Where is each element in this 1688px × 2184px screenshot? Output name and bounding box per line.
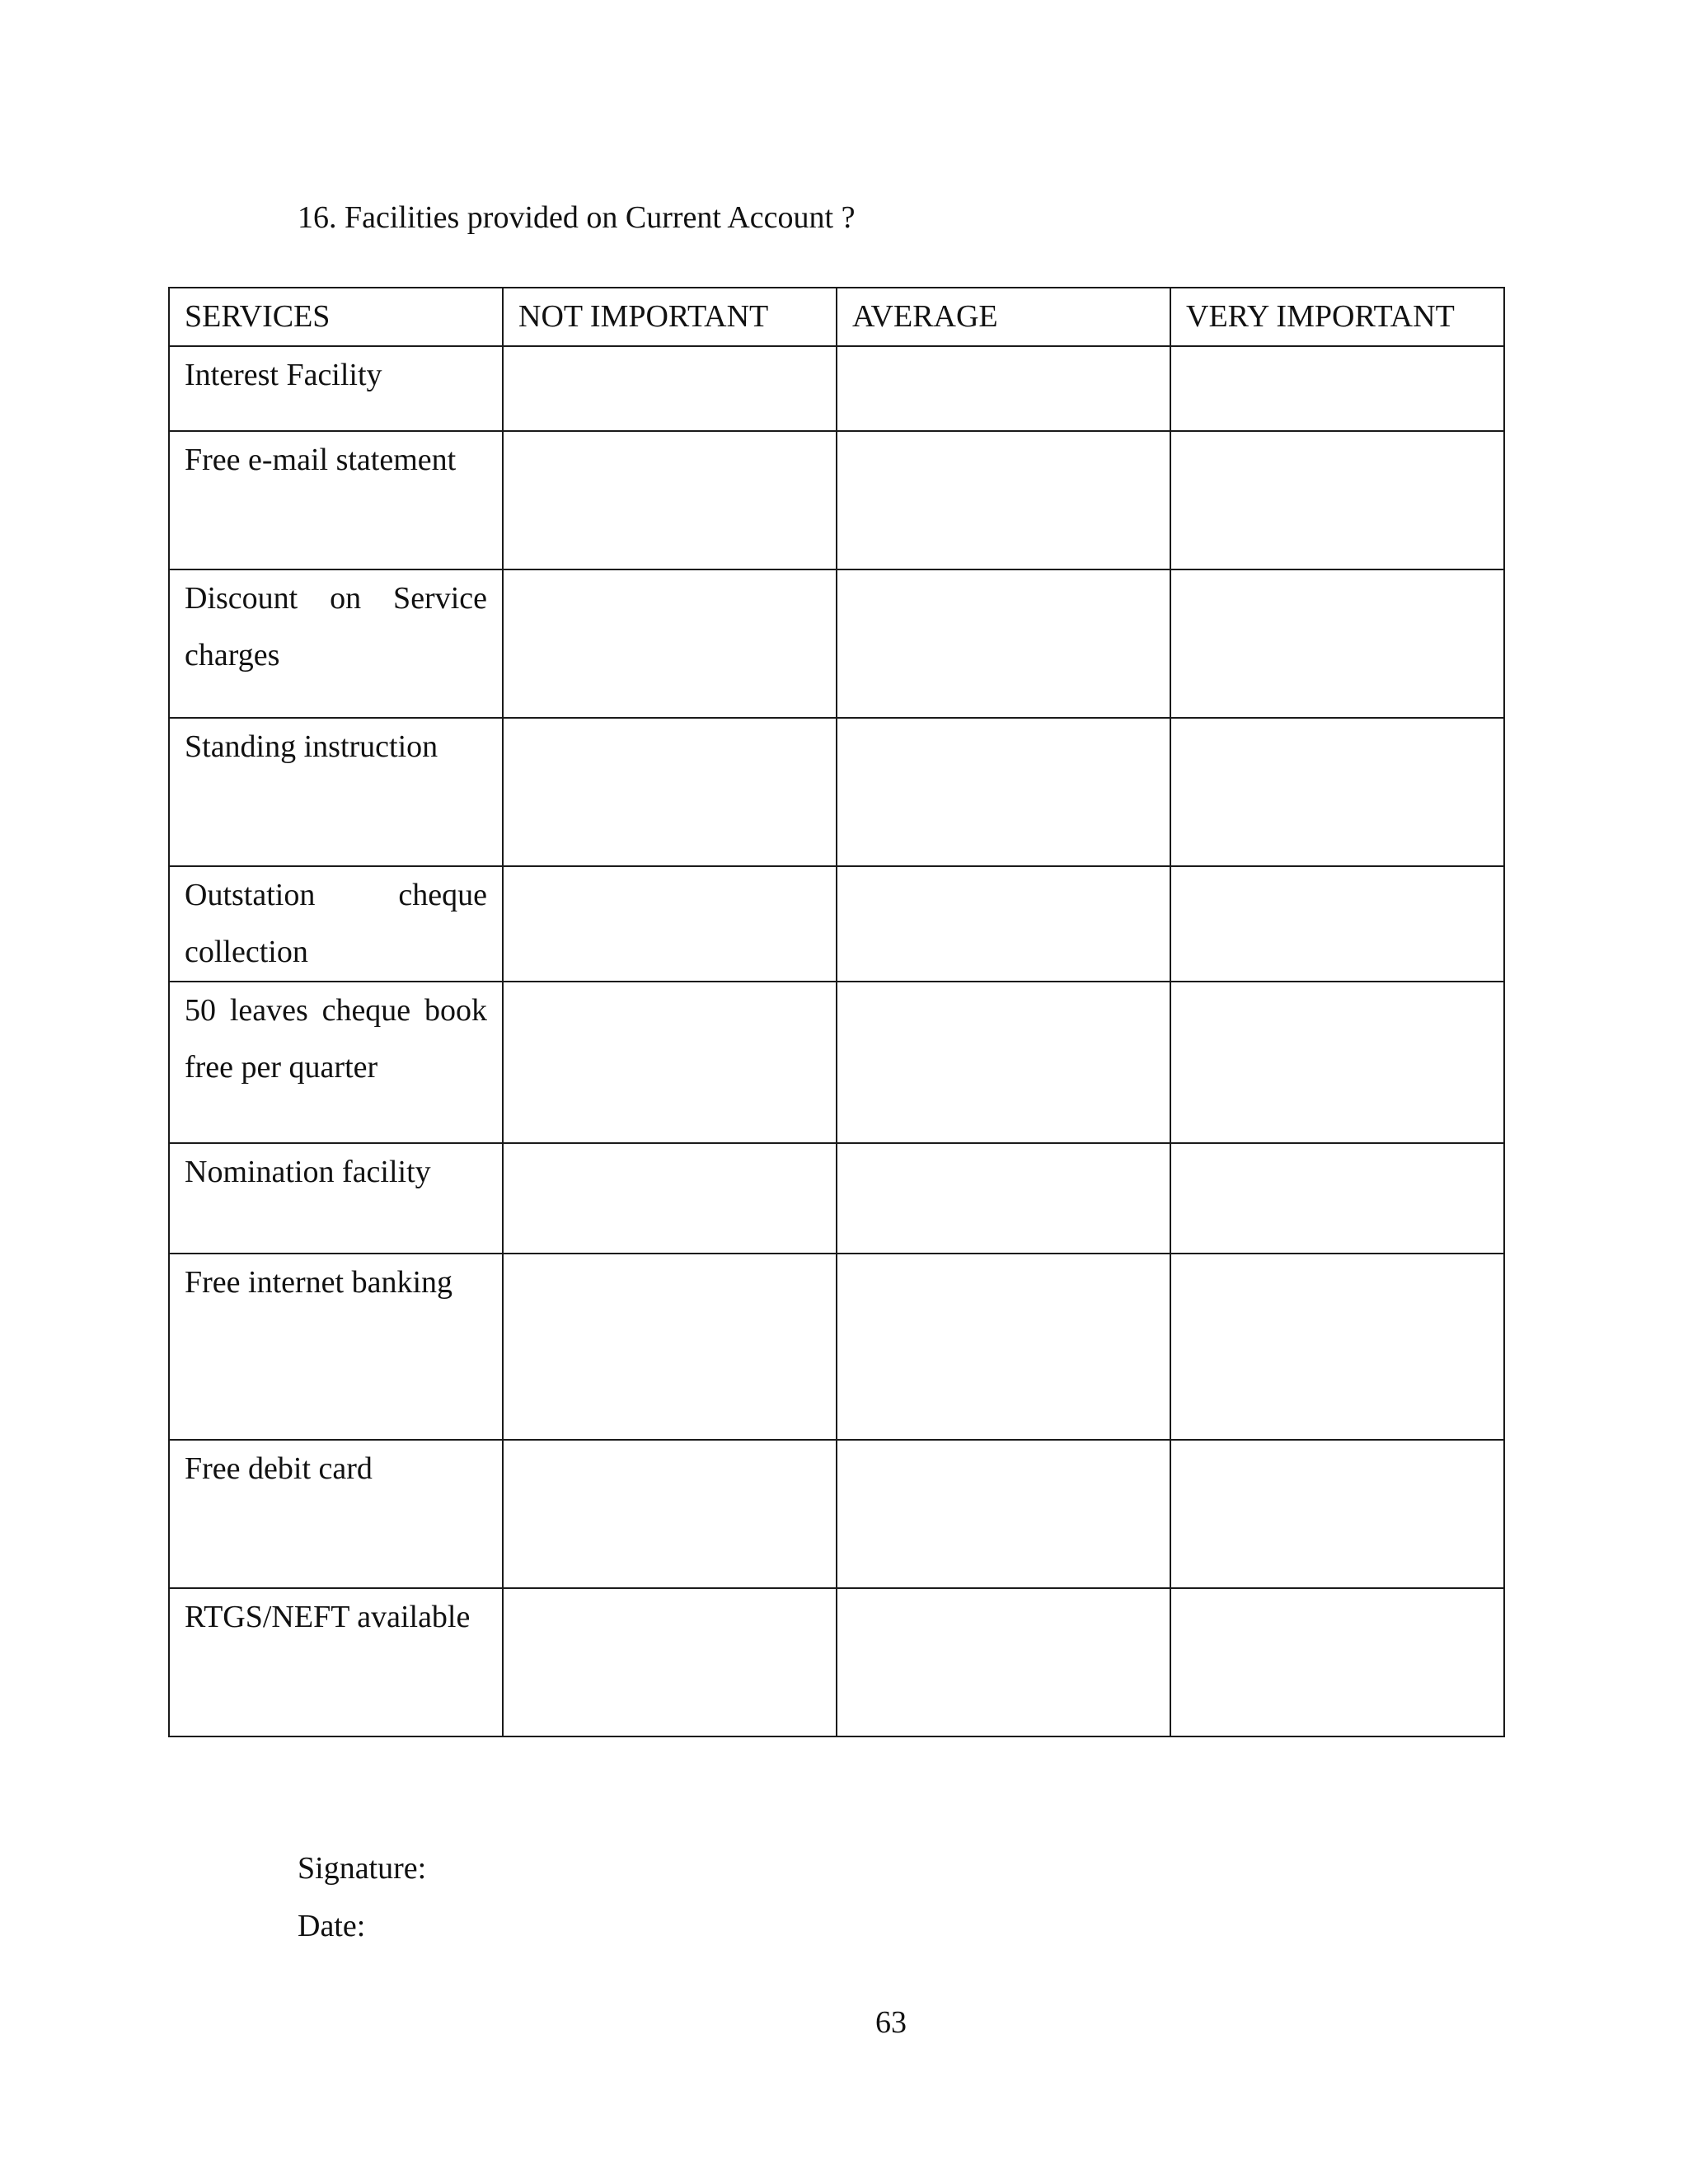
rating-cell-not-important[interactable] — [503, 718, 837, 866]
table-row — [169, 569, 1504, 718]
table-header-row — [169, 288, 1504, 346]
rating-cell-very-important[interactable] — [1170, 982, 1504, 1143]
rating-cell-very-important[interactable] — [1170, 569, 1504, 718]
rating-cell-average[interactable] — [837, 1440, 1170, 1588]
service-label: RTGS/NEFT available — [169, 1588, 503, 1736]
service-label: Free internet banking — [169, 1254, 503, 1440]
header-services: SERVICES — [169, 288, 503, 346]
rating-cell-not-important[interactable] — [503, 982, 837, 1143]
table-row — [169, 1440, 1504, 1588]
header-not-important: NOT IMPORTANT — [503, 288, 837, 346]
rating-cell-average[interactable] — [837, 1143, 1170, 1254]
rating-cell-not-important[interactable] — [503, 1440, 837, 1588]
table-row — [169, 1588, 1504, 1736]
header-average: AVERAGE — [837, 288, 1170, 346]
date-label: Date: — [298, 1909, 366, 1943]
service-label: 50 leaves cheque book free per quarter — [169, 982, 503, 1143]
rating-cell-average[interactable] — [837, 982, 1170, 1143]
service-label: Outstation cheque collection — [169, 866, 503, 982]
rating-cell-not-important[interactable] — [503, 431, 837, 569]
rating-cell-average[interactable] — [837, 569, 1170, 718]
page-number: 63 — [875, 2005, 907, 2040]
rating-cell-not-important[interactable] — [503, 1143, 837, 1254]
rating-cell-very-important[interactable] — [1170, 1254, 1504, 1440]
table-row — [169, 1254, 1504, 1440]
rating-cell-very-important[interactable] — [1170, 718, 1504, 866]
header-very-important: VERY IMPORTANT — [1170, 288, 1504, 346]
service-label: Free debit card — [169, 1440, 503, 1588]
facilities-table — [168, 287, 1505, 1737]
table-row — [169, 346, 1504, 431]
table-row — [169, 982, 1504, 1143]
service-label: Interest Facility — [169, 346, 503, 431]
table-row — [169, 718, 1504, 866]
rating-cell-very-important[interactable] — [1170, 866, 1504, 982]
service-label: Free e-mail statement — [169, 431, 503, 569]
rating-cell-not-important[interactable] — [503, 1254, 837, 1440]
rating-cell-very-important[interactable] — [1170, 346, 1504, 431]
rating-cell-average[interactable] — [837, 1588, 1170, 1736]
rating-cell-not-important[interactable] — [503, 569, 837, 718]
service-label: Nomination facility — [169, 1143, 503, 1254]
rating-cell-very-important[interactable] — [1170, 1440, 1504, 1588]
rating-cell-very-important[interactable] — [1170, 1588, 1504, 1736]
rating-cell-very-important[interactable] — [1170, 1143, 1504, 1254]
service-label: Discount on Service charges — [169, 569, 503, 718]
rating-cell-not-important[interactable] — [503, 866, 837, 982]
rating-cell-not-important[interactable] — [503, 346, 837, 431]
rating-cell-average[interactable] — [837, 866, 1170, 982]
signature-label: Signature: — [298, 1851, 427, 1886]
rating-cell-average[interactable] — [837, 431, 1170, 569]
rating-cell-average[interactable] — [837, 1254, 1170, 1440]
rating-cell-not-important[interactable] — [503, 1588, 837, 1736]
rating-cell-very-important[interactable] — [1170, 431, 1504, 569]
table-row — [169, 1143, 1504, 1254]
rating-cell-average[interactable] — [837, 346, 1170, 431]
table-row — [169, 866, 1504, 982]
service-label: Standing instruction — [169, 718, 503, 866]
table-row — [169, 431, 1504, 569]
question-title: 16. Facilities provided on Current Account ? — [298, 200, 856, 235]
rating-cell-average[interactable] — [837, 718, 1170, 866]
